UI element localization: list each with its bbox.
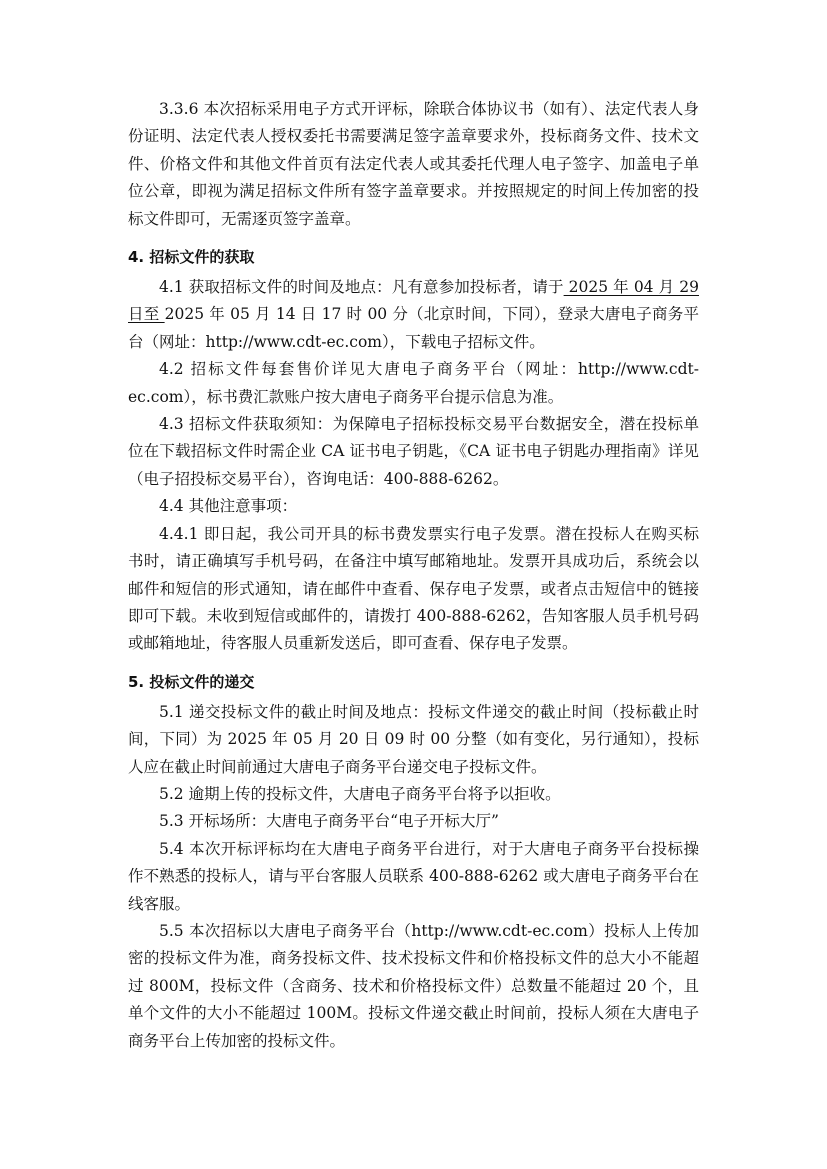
section-heading-4: 4. 招标文件的获取 — [128, 248, 255, 267]
paragraph-5-4: 5.4 本次开标评标均在大唐电子商务平台进行，对于大唐电子商务平台投标操作不熟悉的投标人，请与平台客服人员联系 400-888-6262 或大唐电子商务平台在线客服。 — [128, 839, 699, 913]
paragraph-4-4-1: 4.4.1 即日起，我公司开具的标书费发票实行电子发票。潜在投标人在购买标书时，请正确填写手机号码，在备注中填写邮箱地址。发票开具成功后，系统会以邮件和短信的形式通知，请在邮件中查看、保存电子发票，或者点击短信中的链接即可下载。未收到短信或邮件的，请拨打 400-888-6262，告知客服人员手机号码或邮箱地址，待客服人员重新发送后，即可查看、保存电子发票。 — [128, 524, 699, 653]
paragraph-4-2: 4.2 招标文件每套售价详见大唐电子商务平台（网址：http://www.cdt-ec.com），标书费汇款账户按大唐电子商务平台提示信息为准。 — [128, 360, 699, 406]
paragraph-5-1: 5.1 递交投标文件的截止时间及地点：投标文件递交的截止时间（投标截止时间，下同）为 2025 年 05 月 20 日 09 时 00 分整（如有变化，另行通知），投标人应在截止时间前通过大唐电子商务平台递交电子投标文件。 — [128, 702, 699, 776]
paragraph-4-1-text: 4.1 获取招标文件的时间及地点：凡有意参加投标者，请于 — [159, 278, 564, 297]
paragraph-4-1 — [128, 274, 699, 356]
paragraph-3-3-6: 3.3.6 本次招标采用电子方式开评标，除联合体协议书（如有）、法定代表人身份证明、法定代表人授权委托书需要满足签字盖章要求外，投标商务文件、技术文件、价格文件和其他文件首页有法定代表人或其委托代理人电子签字、加盖电子单位公章，即视为满足招标文件所有签字盖章要求。并按照规定的时间上传加密的投标文件即可，无需逐页签字盖章。 — [128, 100, 699, 228]
paragraph-5-3: 5.3 开标场所：大唐电子商务平台“电子开标大厅” — [159, 812, 499, 831]
section-heading-5: 5. 投标文件的递交 — [128, 672, 255, 691]
date-range-underlined: 2025 年 04 月 29 日至 — [128, 278, 699, 324]
paragraph-4-3: 4.3 招标文件获取须知：为保障电子招标投标交易平台数据安全，潜在投标单位在下载招标文件时需企业 CA 证书电子钥匙，《CA 证书电子钥匙办理指南》详见（电子招投标交易平台），咨询电话：400-888-6262。 — [128, 415, 699, 488]
paragraph-5-5: 5.5 本次招标以大唐电子商务平台（http://www.cdt-ec.com）投标人上传加密的投标文件为准，商务投标文件、技术投标文件和价格投标文件的总大小不能超过 800M，投标文件（含商务、技术和价格投标文件）总数量不能超过 20 个，且单个文件的大小不能超过 100M。投标文件递交截止时间前，投标人须在大唐电子商务平台上传加密的投标文件。 — [128, 921, 699, 1050]
paragraph-4-4: 4.4 其他注意事项： — [159, 497, 298, 516]
paragraph-4-1-text-rest: 2025 年 05 月 14 日 17 时 00 分（北京时间，下同），登录大唐电子商务平台（网址：http://www.cdt-ec.com），下载电子招标文件。 — [128, 305, 699, 351]
paragraph-5-2: 5.2 逾期上传的投标文件，大唐电子商务平台将予以拒收。 — [159, 784, 561, 803]
